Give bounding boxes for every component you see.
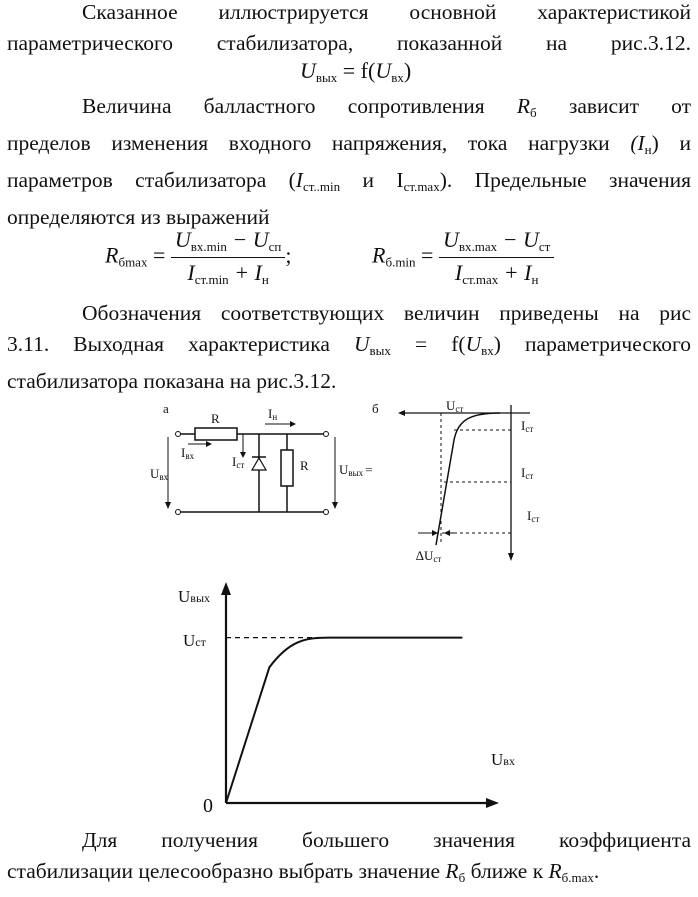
paragraph-2-in-sub: н bbox=[644, 142, 652, 157]
paragraph-3-line-2a: 3.11. Выходная характеристика bbox=[7, 332, 330, 356]
label-u-out: Uвых = bbox=[339, 462, 373, 478]
paragraph-4-rb: R bbox=[445, 859, 459, 883]
x-axis-label: Uвх bbox=[491, 750, 515, 769]
paragraph-3-f-arg-sub: вх bbox=[481, 343, 494, 358]
label-u-st: Uст bbox=[446, 398, 464, 414]
paragraph-2-line-2-text: пределов изменения входного напряжения, тока нагрузки bbox=[7, 131, 610, 155]
formula-2-left-denominator: $I_{ст.min} + I_н$ bbox=[187, 260, 269, 287]
series-line bbox=[226, 638, 462, 803]
formula-2-right-numerator: $U_{вх.max} - U_{ст}$ bbox=[439, 227, 554, 258]
paragraph-4-line-2 bbox=[7, 856, 691, 893]
paragraph-2-line-3a: параметров стабилизатора ( bbox=[7, 168, 296, 192]
paragraph-3-line-1: Обозначения соответствующих величин приведены на рис bbox=[82, 301, 691, 325]
label-i-st-2: Iст bbox=[521, 465, 534, 481]
paragraph-4-line-1: Для получения большего значения коэффициента bbox=[82, 828, 691, 852]
label-i-st-1: Iст bbox=[521, 418, 534, 434]
paragraph-3-f-lhs-sub: вых bbox=[369, 343, 391, 358]
formula-2-separator: ; bbox=[285, 242, 292, 268]
label-delta-u: ∆Uст bbox=[416, 548, 442, 564]
formula-1-eq: = f( bbox=[337, 58, 376, 83]
label-u-in: Uвх bbox=[150, 466, 169, 482]
formula-1-arg: U bbox=[375, 58, 392, 83]
label-i-st-3: Iст bbox=[527, 508, 540, 524]
label-i-st: Iст bbox=[232, 454, 245, 470]
formula-1-arg-sub: вх bbox=[391, 70, 404, 85]
x-axis-arrow bbox=[486, 798, 499, 808]
label-i-in: Iвх bbox=[181, 445, 195, 461]
formula-2-left-numerator: $U_{вх.min} - U_{сп}$ bbox=[171, 227, 285, 258]
paragraph-3-f-arg: U bbox=[465, 332, 482, 356]
paragraph-4-line-2a: стабилизации целесообразно выбрать значение bbox=[7, 859, 441, 883]
formula-2-right-denominator: $I_{ст.max} + I_н$ bbox=[454, 260, 539, 287]
paragraph-4 bbox=[7, 825, 691, 893]
formula-1-close: ) bbox=[403, 58, 412, 83]
paragraph-2-rb: R bbox=[516, 94, 531, 118]
formula-2-right-lhs-sub: б.min bbox=[385, 254, 416, 270]
paragraph-3-f-lhs: U bbox=[354, 332, 370, 356]
label-i-n: Iн bbox=[268, 406, 278, 422]
paragraph-2-line-3b: ). Предельные значения bbox=[439, 168, 691, 192]
fig-b-label: б bbox=[372, 401, 379, 416]
paragraph-3-f-eq: = f( bbox=[390, 332, 466, 356]
paragraph-3-line-2b: параметрического bbox=[525, 332, 692, 356]
paragraph-2-rb-sub: б bbox=[530, 105, 537, 120]
paragraph-2-in: (I bbox=[630, 131, 645, 155]
y-axis-arrow bbox=[221, 582, 231, 595]
paragraph-2-line-4: определяются из выражений bbox=[7, 205, 270, 229]
label-r-series: R bbox=[211, 411, 220, 426]
paragraph-1-text: Сказанное иллюстрируется основной характеристикой параметрического стабилизатора, показанной на рис.3.12. bbox=[7, 0, 691, 55]
paragraph-4-line-2b: ближе к bbox=[470, 859, 544, 883]
formula-2-left: $R_{бmax}$ = $\frac{U_{вх.min} - U_{сп}}{I_{ст.min} + I_н}$ ; bbox=[105, 227, 292, 287]
paragraph-4-dot: . bbox=[593, 859, 600, 883]
paragraph-2-and: и I bbox=[362, 168, 404, 192]
paragraph-3-f-close: ) bbox=[493, 332, 501, 356]
paragraph-4-rbmax-sub: б.max bbox=[561, 870, 594, 885]
paragraph-2-text-2: зависит от bbox=[568, 94, 692, 118]
paragraph-2-in-close: ) и bbox=[651, 131, 691, 155]
paragraph-2-ist: I bbox=[295, 168, 303, 192]
paragraph-4-rbmax: R bbox=[548, 859, 562, 883]
formula-1-lhs-sub: вых bbox=[315, 70, 338, 85]
paragraph-2-istmax-sub: ст.max bbox=[403, 179, 440, 194]
y-axis-label: Uвых bbox=[178, 587, 211, 606]
paragraph-2-text-1: Величина балластного сопротивления bbox=[82, 94, 485, 118]
paragraph-2-ist-sub: ст..min bbox=[302, 179, 341, 194]
formula-2-left-lhs: R bbox=[105, 242, 119, 268]
u-st-label: Uст bbox=[183, 631, 206, 650]
paragraph-3-line-3: стабилизатора показана на рис.3.12. bbox=[7, 369, 337, 393]
formula-2-right: $R_{б.min}$ = $\frac{U_{вх.max} - U_{ст}}{I_{ст.max} + I_н}$ bbox=[372, 227, 554, 288]
origin-label: 0 bbox=[203, 795, 213, 817]
label-r-load: R bbox=[300, 458, 309, 473]
formula-1-lhs: U bbox=[300, 58, 316, 83]
formula-2-right-lhs: R bbox=[372, 242, 386, 268]
fig-a-label: а bbox=[163, 401, 169, 416]
paragraph-4-rb-sub: б bbox=[458, 870, 466, 885]
formula-2-left-lhs-sub: бmax bbox=[118, 254, 148, 270]
